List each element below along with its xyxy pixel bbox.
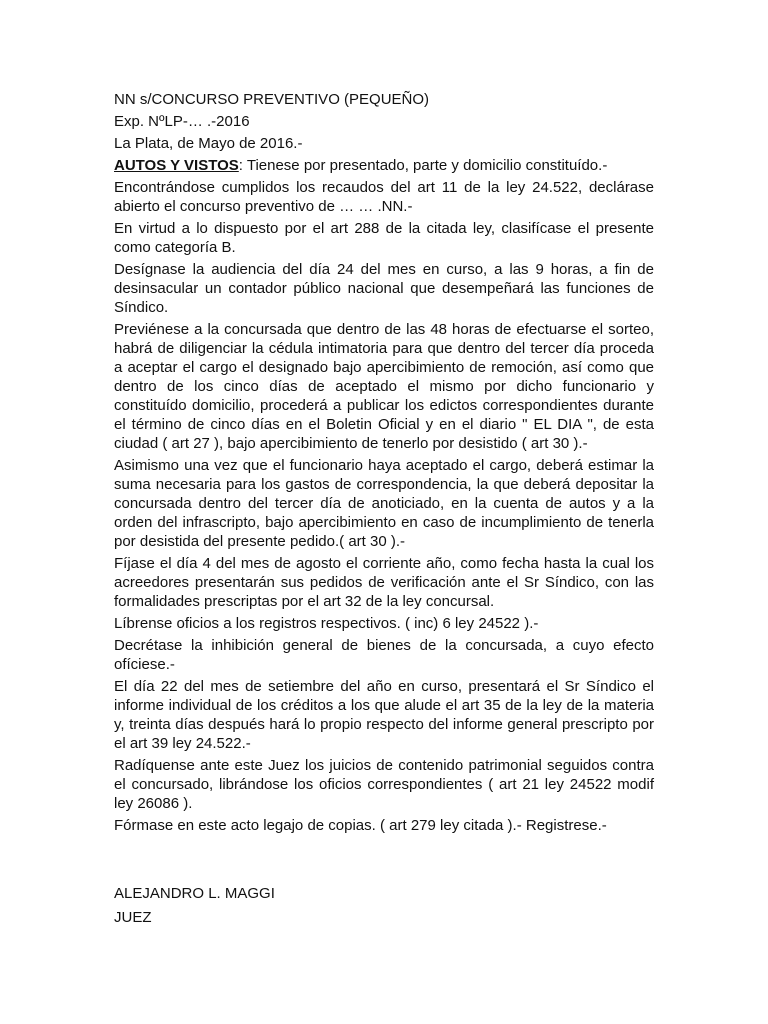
expediente-number: Exp. NºLP-… .-2016 (114, 113, 250, 130)
paragraph-categoria: En virtud a lo dispuesto por el art 288 de la citada ley, clasifícase el presente como categoría B. (114, 220, 654, 256)
signature-title: JUEZ (114, 909, 152, 926)
autos-y-vistos-line (114, 156, 654, 175)
case-title: NN s/CONCURSO PREVENTIVO (PEQUEÑO) (114, 91, 430, 108)
signature-name: ALEJANDRO L. MAGGI (114, 885, 275, 902)
paragraph-inhibicion: Decrétase la inhibición general de bienes de la concursada, a cuyo efecto ofíciese.- (114, 637, 654, 673)
signature-block (114, 882, 275, 930)
paragraph-informes: El día 22 del mes de setiembre del año en curso, presentará el Sr Síndico el informe individual de los créditos a los que alude el art 35 de la ley de la materia y, treinta días después hará lo propio respecto del informe general prescripto por el art 39 ley 24.522.- (114, 678, 654, 752)
paragraph-verificacion: Fíjase el día 4 del mes de agosto el corriente año, como fecha hasta la cual los acreedores presentarán sus pedidos de verificación ante el Sr Síndico, con las formalidades prescriptas por el art 32 de la ley concursal. (114, 555, 654, 610)
document-body (114, 90, 654, 838)
paragraph-oficios: Líbrense oficios a los registros respectivos. ( inc) 6 ley 24522 ).- (114, 615, 539, 632)
paragraph-juicios: Radíquense ante este Juez los juicios de contenido patrimonial seguidos contra el concursado, librándose los oficios correspondientes ( art 21 ley 24522 modif ley 26086 ). (114, 757, 654, 812)
paragraph-audiencia: Desígnase la audiencia del día 24 del mes en curso, a las 9 horas, a fin de desinsacular un contador público nacional que desempeñará las funciones de Síndico. (114, 261, 654, 316)
autos-y-vistos-text: : Tienese por presentado, parte y domicilio constituído.- (238, 157, 608, 174)
paragraph-apertura: Encontrándose cumplidos los recaudos del art 11 de la ley 24.522, declárase abierto el concurso preventivo de … … .NN.- (114, 179, 654, 215)
autos-y-vistos-label: AUTOS Y VISTOS (114, 157, 239, 174)
paragraph-legajo: Fórmase en este acto legajo de copias. ( art 279 ley citada ).- Registrese.- (114, 817, 607, 834)
place-date: La Plata, de Mayo de 2016.- (114, 135, 303, 152)
paragraph-gastos: Asimismo una vez que el funcionario haya aceptado el cargo, deberá estimar la suma necesaria para los gastos de correspondencia, la que deberá depositar la concursada dentro del tercer día de anoticiado, en la cuenta de autos y a la orden del infrascripto, bajo apercibimiento en caso de incumplimiento de tenerla por desistida del presente pedido.( art 30 ).- (114, 457, 654, 550)
paragraph-edictos: Previénese a la concursada que dentro de las 48 horas de efectuarse el sorteo, habrá de diligenciar la cédula intimatoria para que dentro del tercer día proceda a aceptar el cargo el designado bajo apercibimiento de remoción, así como que dentro de los cinco días de aceptado el mismo por dicho funcionario y constituído domicilio, procederá a publicar los edictos correspondientes durante el término de cinco días en el Boletin Oficial y en el diario " EL DIA ", de esta ciudad ( art 27 ), bajo apercibimiento de tenerlo por desistido ( art 30 ).- (114, 321, 654, 452)
